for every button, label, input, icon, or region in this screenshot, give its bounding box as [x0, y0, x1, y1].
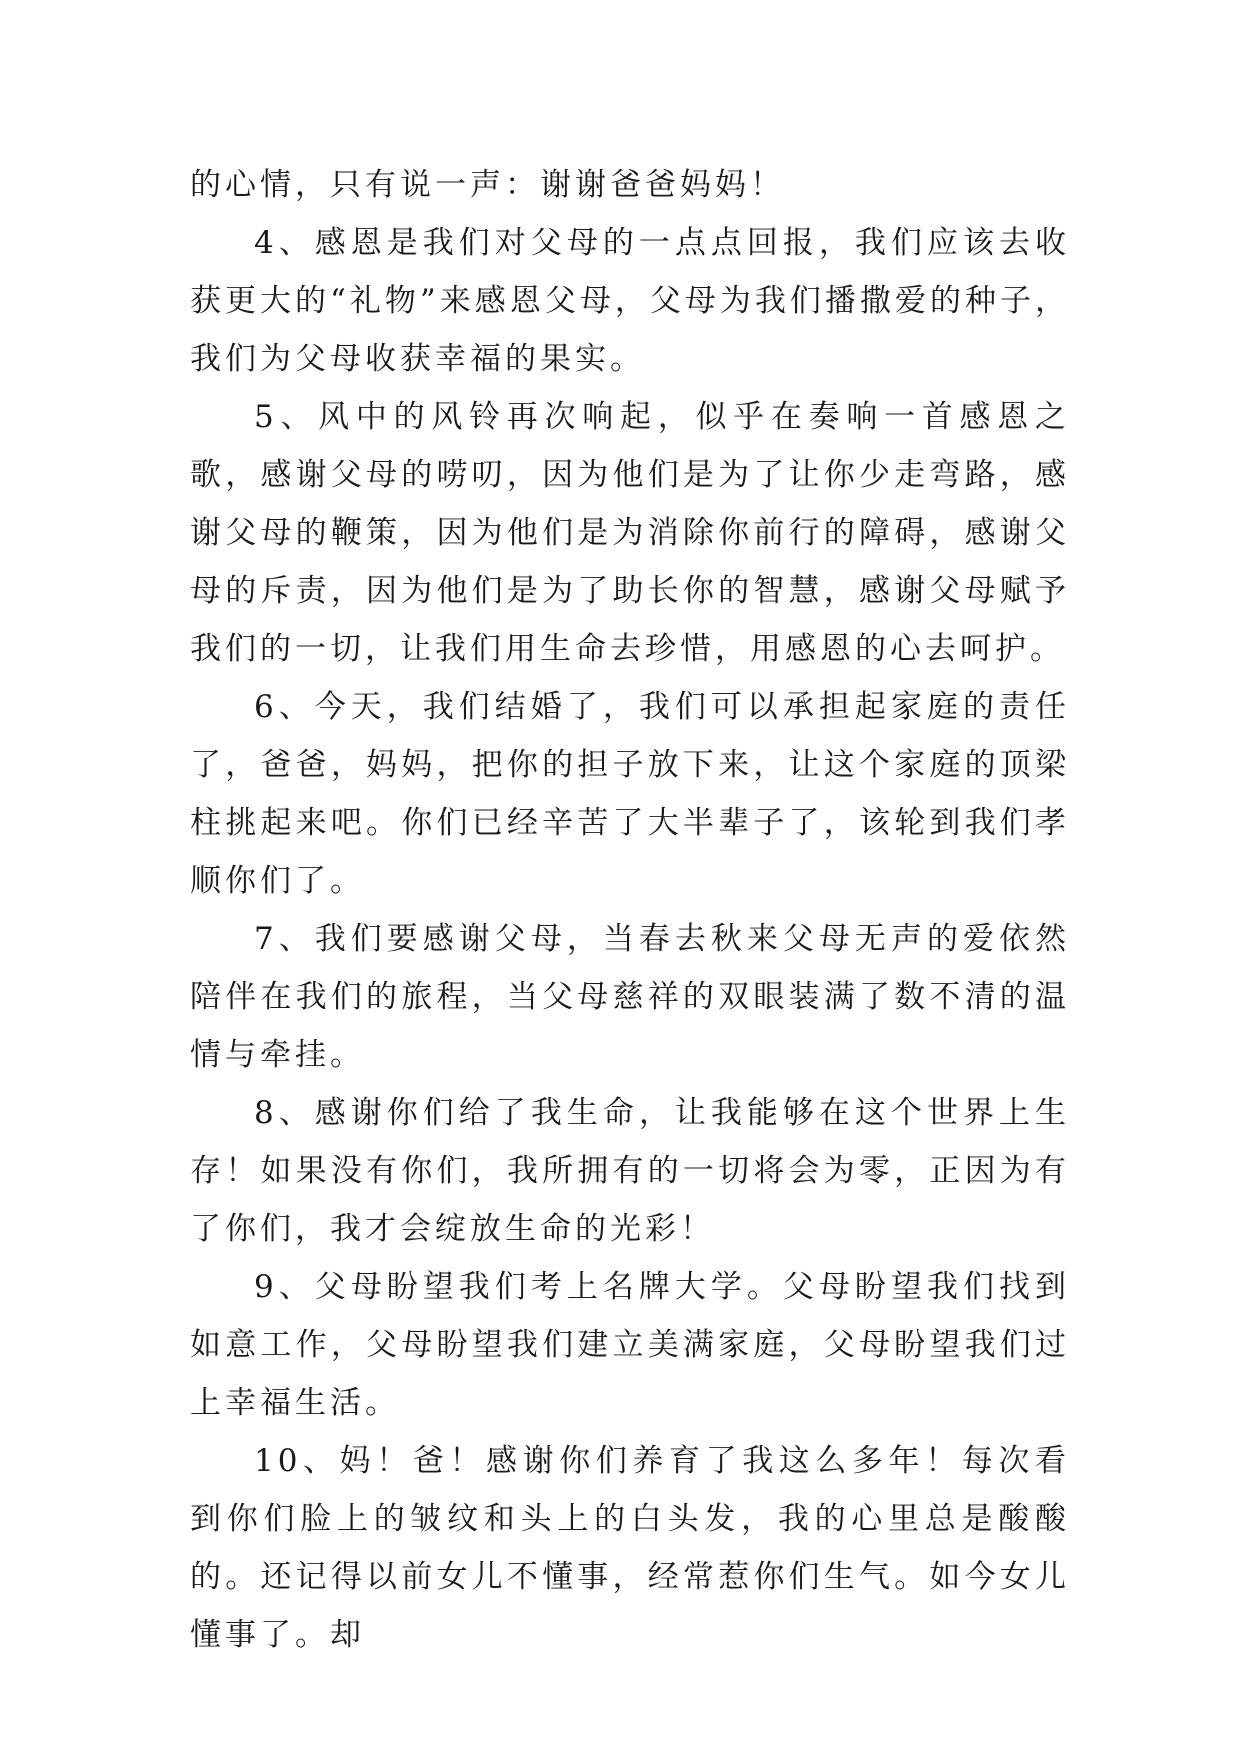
paragraph-item-8: 8、感谢你们给了我生命，让我能够在这个世界上生存！如果没有你们，我所拥有的一切将会为零，正因为有了你们，我才会绽放生命的光彩！	[190, 1095, 1070, 1247]
document-body	[190, 156, 1070, 1664]
paragraph-item-6: 6、今天，我们结婚了，我们可以承担起家庭的责任了，爸爸，妈妈，把你的担子放下来，让这个家庭的顶梁柱挑起来吧。你们已经辛苦了大半辈子了，该轮到我们孝顺你们了。	[190, 689, 1070, 899]
paragraph-item-10: 10、妈！爸！感谢你们养育了我这么多年！每次看到你们脸上的皱纹和头上的白头发，我的心里总是酸酸的。还记得以前女儿不懂事，经常惹你们生气。如今女儿懂事了。却	[190, 1443, 1070, 1653]
paragraph-item-5: 5、风中的风铃再次响起，似乎在奏响一首感恩之歌，感谢父母的唠叨，因为他们是为了让你少走弯路，感谢父母的鞭策，因为他们是为消除你前行的障碍，感谢父母的斥责，因为他们是为了助长你的智慧，感谢父母赋予我们的一切，让我们用生命去珍惜，用感恩的心去呵护。	[190, 399, 1070, 667]
paragraph-item-7: 7、我们要感谢父母，当春去秋来父母无声的爱依然陪伴在我们的旅程，当父母慈祥的双眼装满了数不清的温情与牵挂。	[190, 921, 1070, 1073]
paragraph-continuation: 的心情，只有说一声：谢谢爸爸妈妈！	[190, 167, 785, 203]
paragraph-item-4: 4、感恩是我们对父母的一点点回报，我们应该去收获更大的“礼物”来感恩父母，父母为我们播撒爱的种子，我们为父母收获幸福的果实。	[190, 225, 1070, 377]
paragraph-item-9: 9、父母盼望我们考上名牌大学。父母盼望我们找到如意工作，父母盼望我们建立美满家庭，父母盼望我们过上幸福生活。	[190, 1269, 1070, 1421]
